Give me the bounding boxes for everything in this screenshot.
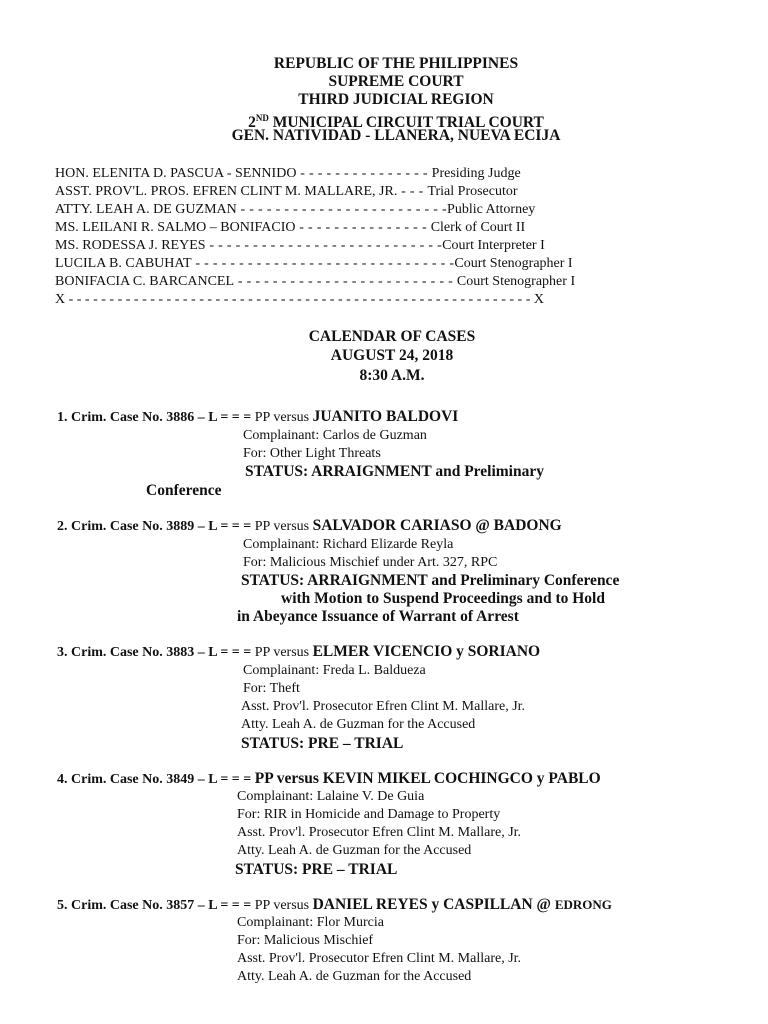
case-prosecutor: Asst. Prov'l. Prosecutor Efren Clint M. Mallare, Jr. [237,951,522,966]
case-charge: For: Theft [243,681,300,696]
case-heading [57,643,540,662]
case-prefix: 5. Crim. Case No [57,898,160,913]
case-charge: For: Malicious Mischief [237,933,374,948]
case-accused: ELMER VICENCIO y SORIANO [312,643,541,660]
header-supreme-court: SUPREME COURT [328,73,464,90]
staff-row [55,219,525,236]
case-prosecutor: Asst. Prov'l. Prosecutor Efren Clint M. Mallare, Jr. [241,699,526,714]
case-complainant: Complainant: Carlos de Guzman [243,428,427,443]
case-charge: For: Other Light Threats [243,446,381,461]
case-complainant: Complainant: Flor Murcia [237,915,384,930]
staff-name: BONIFACIA C. BARCANCEL [55,274,235,289]
staff-name: ATTY. LEAH A. DE GUZMAN [55,202,237,217]
staff-name: LUCILA B. CABUHAT [55,256,192,271]
staff-role: Court Stenographer I [456,274,576,289]
case-versus: PP versus [254,410,313,425]
staff-row [55,183,518,200]
staff-role: Trial Prosecutor [427,184,518,199]
case-counsel: Atty. Leah A. de Guzman for the Accused [237,969,472,984]
header-location: GEN. NATIVIDAD - LLANERA, NUEVA ECIJA [231,127,561,144]
case-counsel: Atty. Leah A. de Guzman for the Accused [237,843,472,858]
case-accused: JUANITO BALDOVI [312,408,459,425]
staff-role: Clerk of Court II [430,220,526,235]
staff-leader: - - - - - - - - - - - - - - - - - - - - - - - - - - - [205,238,443,253]
staff-leader: - - - - - - - - - - - - - - - [295,220,431,235]
staff-name: ASST. PROV'L. PROS. EFREN CLINT M. MALLARE, JR. [55,184,398,199]
case-accused: DANIEL REYES y CASPILLAN @ [312,896,555,913]
header-republic: REPUBLIC OF THE PHILIPPINES [273,55,519,72]
case-status-cont: Conference [146,482,222,499]
staff-role: Court Interpreter I [442,238,545,253]
case-status: STATUS: PRE – TRIAL [235,861,398,878]
staff-leader: - - - - - - - - - - - - - - - - - - - - - - - - [236,202,448,217]
case-status-cont: with Motion to Suspend Proceedings and to Hold [281,590,605,607]
staff-leader: - - - - - - - - - - - - - - - - - - - - - - - - - - - - - - [191,256,455,271]
case-alias: EDRONG [554,897,612,912]
case-number: . 3889 – L = = = [159,519,255,534]
calendar-date: AUGUST 24, 2018 [330,347,454,364]
case-accused: SALVADOR CARIASO @ BADONG [312,517,562,534]
header-court-ordinal: ND [255,113,269,123]
case-counsel: Atty. Leah A. de Guzman for the Accused [241,717,476,732]
staff-role: Court Stenographer I [454,256,573,271]
case-heading [57,408,458,427]
calendar-time: 8:30 A.M. [359,367,425,384]
case-number: . 3849 – L = = = [159,772,255,787]
case-status: STATUS: PRE – TRIAL [241,735,404,752]
header-region: THIRD JUDICIAL REGION [298,91,494,108]
case-complainant: Complainant: Lalaine V. De Guia [237,789,425,804]
case-versus: PP versus [254,519,313,534]
case-complainant: Complainant: Richard Elizarde Reyla [243,537,454,552]
staff-name: HON. ELENITA D. PASCUA - SENNIDO [55,166,297,181]
case-prefix: 3. Crim. Case No [57,645,160,660]
case-number: . 3857 – L = = = [159,898,255,913]
staff-leader: - - - - - - - - - - - - - - - [296,166,432,181]
staff-role: Public Attorney [447,202,536,217]
staff-row [55,273,575,290]
case-heading [57,896,612,915]
case-complainant: Complainant: Freda L. Baldueza [243,663,426,678]
case-prefix: 1. Crim. Case No [57,410,160,425]
staff-name: MS. LEILANI R. SALMO – BONIFACIO [55,220,296,235]
case-charge: For: Malicious Mischief under Art. 327, RPC [243,555,498,570]
case-prefix: 2. Crim. Case No [57,519,160,534]
case-status: STATUS: ARRAIGNMENT and Preliminary [245,463,544,480]
staff-leader: - - - [397,184,428,199]
staff-row [55,237,545,254]
staff-leader: - - - - - - - - - - - - - - - - - - - - - - - - - [234,274,457,289]
case-accused: KEVIN MIKEL COCHINGCO y PABLO [322,770,601,787]
staff-row [55,201,535,218]
header-court-number: 2 [248,114,256,131]
case-prefix: 4. Crim. Case No [57,772,160,787]
case-number: . 3883 – L = = = [159,645,255,660]
case-heading [57,517,562,536]
case-heading [57,770,601,789]
separator-line: X - - - - - - - - - - - - - - - - - - - - - - - - - - - - - - - - - - - - - - - - - - - - - - - - - - - - - - - - - X [55,292,544,307]
case-versus: PP versus [254,770,323,787]
case-charge: For: RIR in Homicide and Damage to Property [237,807,501,822]
case-versus: PP versus [254,898,313,913]
staff-name: MS. RODESSA J. REYES [55,238,206,253]
case-versus: PP versus [254,645,313,660]
calendar-title: CALENDAR OF CASES [308,328,476,345]
header-court-title: MUNICIPAL CIRCUIT TRIAL COURT [268,114,544,131]
case-status-cont: in Abeyance Issuance of Warrant of Arrest [237,608,519,625]
case-prosecutor: Asst. Prov'l. Prosecutor Efren Clint M. Mallare, Jr. [237,825,522,840]
case-number: . 3886 – L = = = [159,410,255,425]
staff-row [55,255,573,272]
case-status: STATUS: ARRAIGNMENT and Preliminary Conference [241,572,620,589]
staff-row [55,165,521,182]
staff-role: Presiding Judge [431,166,521,181]
